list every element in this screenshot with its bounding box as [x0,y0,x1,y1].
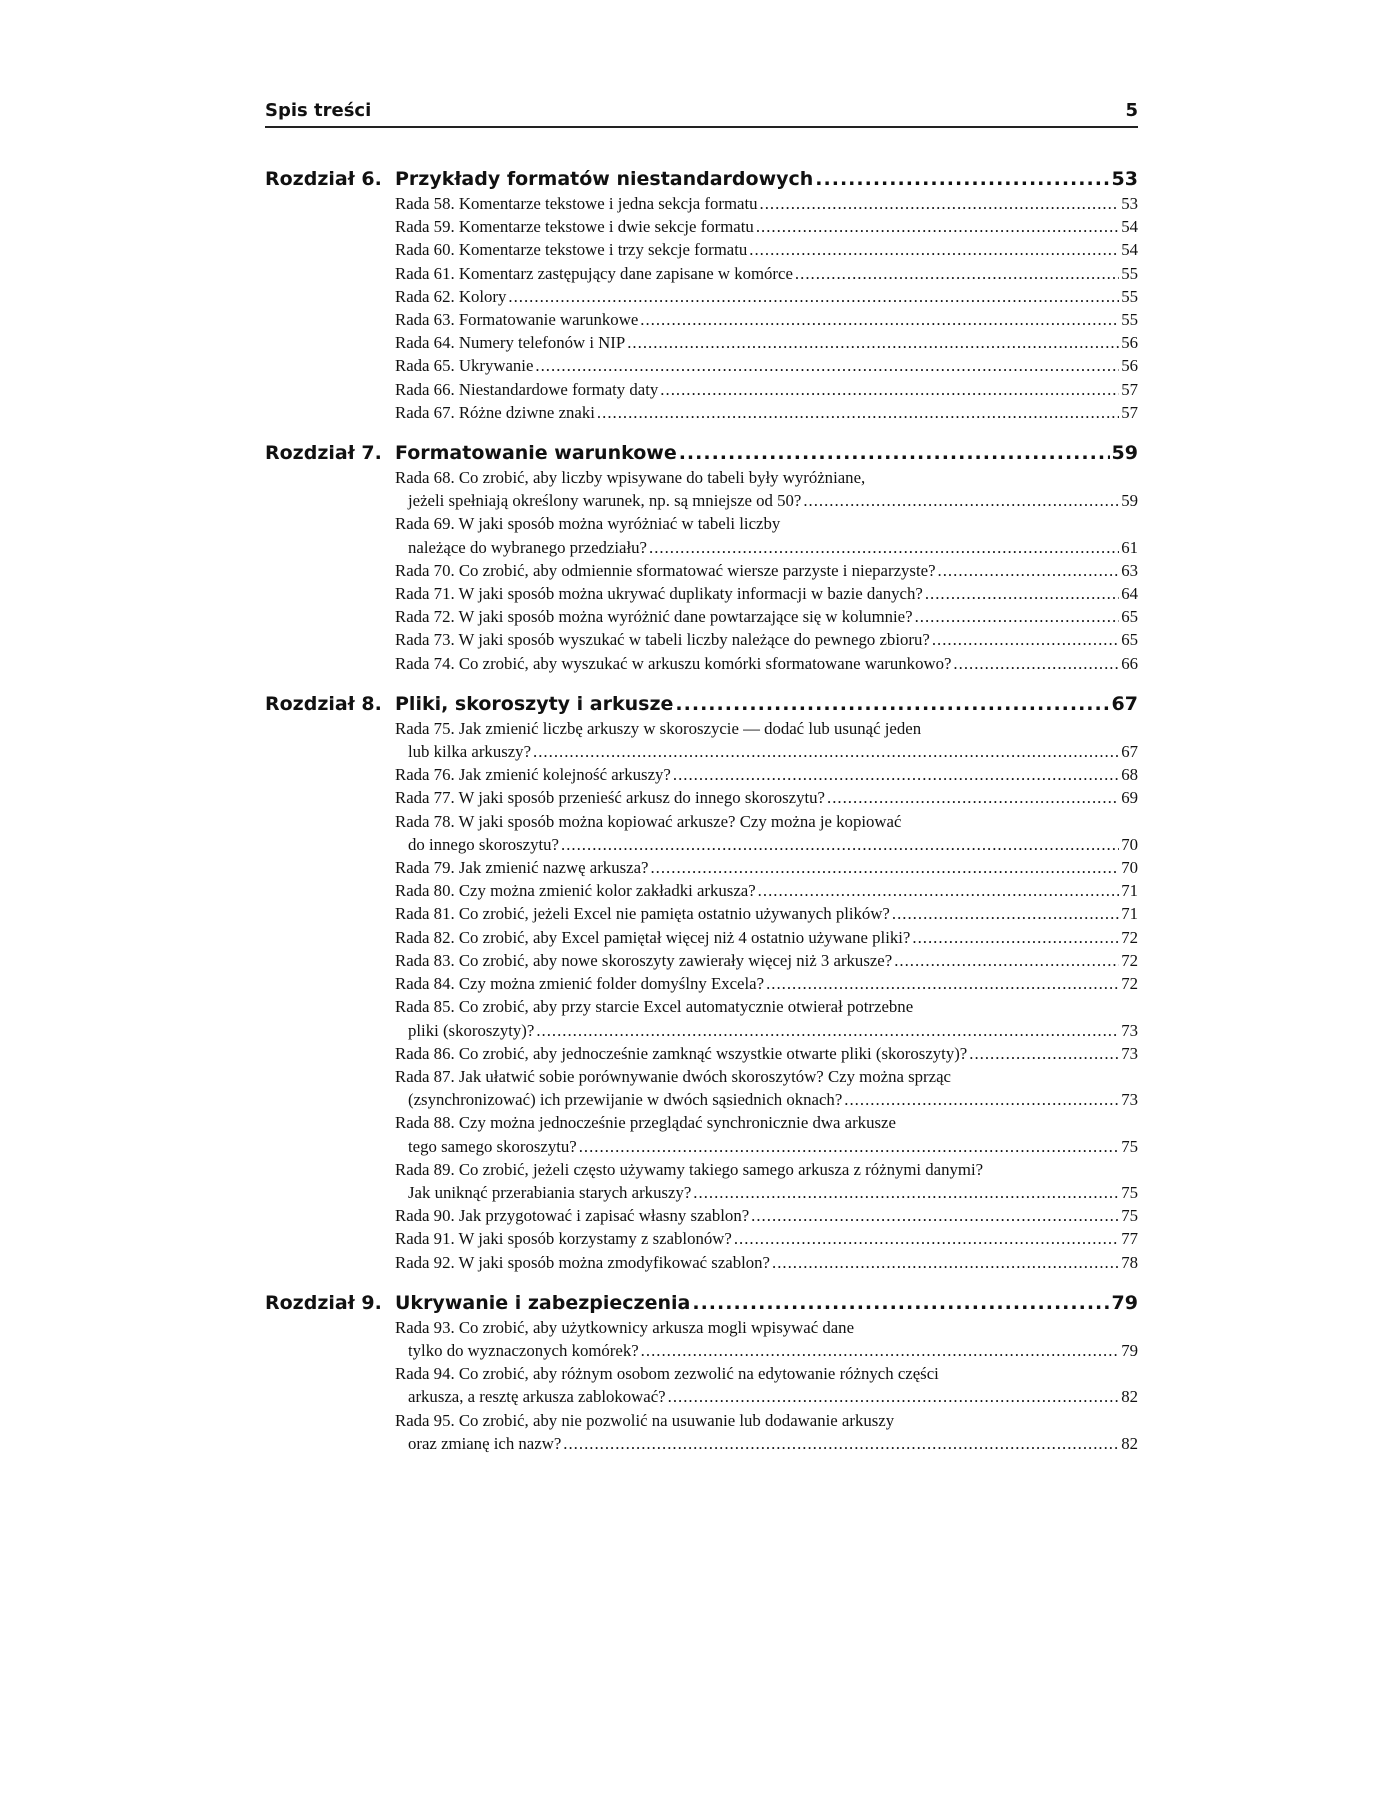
header-page-number: 5 [1125,100,1138,121]
chapter-section [265,166,1138,424]
chapter-title: Przykłady formatów niestandardowych [395,168,814,190]
toc-entry-page-number: 59 [1121,491,1138,511]
toc-entry-text: Rada 91. W jaki sposób korzystamy z szablonów? [395,1229,732,1249]
running-header [265,98,1138,128]
toc-entry[interactable] [395,401,1138,424]
toc-entry-line [395,1409,1138,1432]
toc-entry-text: (zsynchronizować) ich przewijanie w dwóch sąsiednich oknach? [408,1090,843,1110]
toc-entry-last-line [395,1227,1138,1250]
toc-entry-page-number: 72 [1121,974,1138,994]
dot-leader [892,902,1119,925]
dot-leader [649,536,1119,559]
toc-entry-page-number: 70 [1121,858,1138,878]
toc-entry[interactable] [395,1065,1138,1111]
toc-entry-page-number: 73 [1121,1020,1138,1040]
toc-entry-text: Rada 65. Ukrywanie [395,356,534,376]
toc-entry[interactable] [395,810,1138,856]
toc-entry[interactable] [395,1362,1138,1408]
toc-entry[interactable] [395,1158,1138,1204]
toc-entry[interactable] [395,879,1138,902]
dot-leader [815,166,1109,192]
chapter-section [265,1290,1138,1455]
toc-entry-last-line [395,1019,1138,1042]
toc-entry-text: Rada 76. Jak zmienić kolejność arkuszy? [395,765,671,785]
toc-entry-text: Rada 60. Komentarze tekstowe i trzy sekcje formatu [395,240,748,260]
dot-leader [915,605,1120,628]
dot-leader [827,786,1119,809]
chapter-title-row[interactable] [395,166,1138,192]
toc-entry[interactable] [395,949,1138,972]
toc-entry-line [395,810,1138,833]
toc-entry-text: Jak uniknąć przerabiania starych arkuszy? [408,1182,692,1202]
dot-leader [772,1251,1119,1274]
toc-entry[interactable] [395,559,1138,582]
dot-leader [749,238,1119,261]
dot-leader [692,1290,1109,1316]
chapter-title-row[interactable] [395,691,1138,717]
toc-entry-page-number: 66 [1121,653,1138,673]
toc-entry-page-number: 78 [1121,1252,1138,1272]
toc-entry-page-number: 72 [1121,950,1138,970]
chapter-label: Rozdział 9. [265,1291,382,1314]
dot-leader [533,740,1119,763]
toc-entry-page-number: 68 [1121,765,1138,785]
toc-entry[interactable] [395,995,1138,1041]
toc-entry[interactable] [395,1204,1138,1227]
chapter-label: Rozdział 6. [265,168,382,190]
toc-entry-last-line [395,652,1138,675]
toc-entry-text: Rada 69. W jaki sposób można wyróżniać w tabeli liczby [395,514,781,534]
toc-entry-text: jeżeli spełniają określony warunek, np. są mniejsze od 50? [408,491,802,511]
toc-entry-page-number: 61 [1121,537,1138,557]
toc-entry[interactable] [395,856,1138,879]
entry-list [395,1316,1138,1455]
toc-entry-text: Rada 81. Co zrobić, jeżeli Excel nie pamięta ostatnio używanych plików? [395,904,890,924]
toc-entry-page-number: 72 [1121,927,1138,947]
toc-entry-last-line [395,536,1138,559]
toc-entry-text: Rada 72. W jaki sposób można wyróżnić dane powtarzające się w kolumnie? [395,607,913,627]
toc-entry-line [395,1316,1138,1339]
toc-entry-page-number: 69 [1121,788,1138,808]
toc-entry-line [395,995,1138,1018]
toc-entry-last-line [395,1088,1138,1111]
toc-entry-text: Rada 75. Jak zmienić liczbę arkuszy w skoroszycie — dodać lub usunąć jeden [395,718,922,738]
toc-entry-last-line [395,285,1138,308]
toc-entry[interactable] [395,717,1138,763]
toc-entry[interactable] [395,308,1138,331]
entry-list [395,717,1138,1274]
dot-leader [795,262,1119,285]
toc-entry-last-line [395,1251,1138,1274]
toc-entry-last-line [395,949,1138,972]
toc-entry-page-number: 54 [1121,240,1138,260]
toc-entry-page-number: 79 [1121,1340,1138,1360]
toc-entry[interactable] [395,378,1138,401]
toc-entry[interactable] [395,902,1138,925]
dot-leader [760,192,1120,215]
toc-entry-text: Rada 78. W jaki sposób można kopiować arkusze? Czy można je kopiować [395,811,902,831]
toc-entry-text: Rada 94. Co zrobić, aby różnym osobom zezwolić na edytowanie różnych części [395,1364,939,1384]
toc-entry-page-number: 57 [1121,379,1138,399]
toc-entry-last-line [395,215,1138,238]
toc-entry-page-number: 65 [1121,607,1138,627]
toc-entry-last-line [395,1042,1138,1065]
dot-leader [650,856,1119,879]
toc-entry-last-line [395,262,1138,285]
toc-entry-text: tylko do wyznaczonych komórek? [408,1340,639,1360]
toc-entry-last-line [395,582,1138,605]
toc-entry-last-line [395,378,1138,401]
toc-entry-text: do innego skoroszytu? [408,834,560,854]
dot-leader [766,972,1119,995]
chapter-title: Ukrywanie i zabezpieczenia [395,1291,691,1314]
toc-entry-page-number: 55 [1121,286,1138,306]
toc-entry[interactable] [395,1111,1138,1157]
toc-entry-text: Rada 61. Komentarz zastępujący dane zapisane w komórce [395,263,793,283]
toc-entry-page-number: 67 [1121,742,1138,762]
toc-entry-text: tego samego skoroszytu? [408,1136,577,1156]
dot-leader [641,1339,1120,1362]
toc-entry-page-number: 71 [1121,881,1138,901]
toc-entry-page-number: 70 [1121,834,1138,854]
chapter-page-number: 59 [1111,442,1138,465]
toc-entry-last-line [395,926,1138,949]
toc-entry-text: Rada 82. Co zrobić, aby Excel pamiętał więcej niż 4 ostatnio używane pliki? [395,927,911,947]
dot-leader [627,331,1119,354]
toc-entry-text: Rada 64. Numery telefonów i NIP [395,333,626,353]
toc-entry-text: Rada 86. Co zrobić, aby jednocześnie zamknąć wszystkie otwarte pliki (skoroszyty)? [395,1043,968,1063]
chapter-page-number: 53 [1111,168,1138,190]
table-of-contents [265,166,1138,1471]
toc-entry-page-number: 75 [1121,1206,1138,1226]
toc-entry-page-number: 75 [1121,1182,1138,1202]
toc-entry-text: arkusza, a resztę arkusza zablokować? [408,1387,666,1407]
toc-entry-page-number: 71 [1121,904,1138,924]
toc-entry-page-number: 56 [1121,333,1138,353]
toc-entry-text: Rada 79. Jak zmienić nazwę arkusza? [395,858,649,878]
dot-leader [561,833,1119,856]
toc-entry-page-number: 55 [1121,263,1138,283]
toc-entry[interactable] [395,331,1138,354]
chapter-title-row[interactable] [395,440,1138,466]
toc-entry-last-line [395,1432,1138,1455]
dot-leader [938,559,1120,582]
toc-entry-text: Rada 63. Formatowanie warunkowe [395,310,639,330]
toc-entry-text: Rada 77. W jaki sposób przenieść arkusz do innego skoroszytu? [395,788,826,808]
dot-leader [535,354,1119,377]
toc-entry-page-number: 64 [1121,584,1138,604]
chapter-page-number: 79 [1111,1291,1138,1314]
toc-entry-text: Rada 71. W jaki sposób można ukrywać duplikaty informacji w bazie danych? [395,584,923,604]
toc-entry-text: pliki (skoroszyty)? [408,1020,535,1040]
dot-leader [679,440,1110,466]
toc-entry-line [395,1362,1138,1385]
toc-entry-last-line [395,833,1138,856]
toc-entry-page-number: 54 [1121,217,1138,237]
dot-leader [756,215,1119,238]
dot-leader [751,1204,1119,1227]
toc-entry-last-line [395,972,1138,995]
toc-entry[interactable] [395,215,1138,238]
toc-entry-text: lub kilka arkuszy? [408,742,532,762]
toc-entry-line [395,512,1138,535]
dot-leader [693,1181,1119,1204]
toc-entry-text: Rada 92. W jaki sposób można zmodyfikować szablon? [395,1252,771,1272]
toc-entry-text: Rada 93. Co zrobić, aby użytkownicy arkusza mogli wpisywać dane [395,1317,855,1337]
dot-leader [734,1227,1119,1250]
toc-entry-text: Rada 85. Co zrobić, aby przy starcie Excel automatycznie otwierał potrzebne [395,997,914,1017]
toc-entry[interactable] [395,605,1138,628]
toc-entry[interactable] [395,1251,1138,1274]
chapter-page-number: 67 [1111,692,1138,715]
dot-leader [758,879,1120,902]
dot-leader [932,628,1119,651]
toc-entry-text: Rada 58. Komentarze tekstowe i jedna sekcja formatu [395,194,758,213]
toc-entry[interactable] [395,652,1138,675]
dot-leader [673,763,1119,786]
toc-entry-text: Rada 73. W jaki sposób wyszukać w tabeli liczby należące do pewnego zbioru? [395,630,930,650]
toc-entry[interactable] [395,1409,1138,1455]
toc-entry[interactable] [395,1227,1138,1250]
dot-leader [563,1432,1119,1455]
chapter-title: Formatowanie warunkowe [395,442,677,465]
toc-entry-last-line [395,1181,1138,1204]
chapter-label: Rozdział 7. [265,442,382,465]
toc-entry-last-line [395,192,1138,215]
chapter-title-row[interactable] [395,1290,1138,1316]
dot-leader [803,489,1119,512]
toc-entry-text: oraz zmianę ich nazw? [408,1433,562,1453]
toc-entry-line [395,717,1138,740]
toc-entry-text: Rada 90. Jak przygotować i zapisać własny szablon? [395,1206,750,1226]
toc-entry[interactable] [395,972,1138,995]
toc-entry-line [395,1065,1138,1088]
toc-entry-text: Rada 66. Niestandardowe formaty daty [395,379,659,399]
toc-entry-page-number: 77 [1121,1229,1138,1249]
toc-entry[interactable] [395,1042,1138,1065]
dot-leader [508,285,1119,308]
toc-entry-last-line [395,740,1138,763]
toc-entry-last-line [395,354,1138,377]
dot-leader [597,401,1119,424]
toc-entry-text: Rada 62. Kolory [395,286,507,306]
chapter-title: Pliki, skoroszyty i arkusze [395,692,674,715]
toc-entry-last-line [395,786,1138,809]
chapter-section [265,691,1138,1274]
toc-entry[interactable] [395,262,1138,285]
toc-entry-line [395,466,1138,489]
toc-entry-text: Rada 95. Co zrobić, aby nie pozwolić na usuwanie lub dodawanie arkuszy [395,1410,895,1430]
chapter-label: Rozdział 8. [265,692,382,715]
toc-entry[interactable] [395,582,1138,605]
toc-entry-page-number: 73 [1121,1043,1138,1063]
toc-entry[interactable] [395,285,1138,308]
toc-entry-last-line [395,308,1138,331]
dot-leader [925,582,1119,605]
toc-entry[interactable] [395,192,1138,215]
toc-entry-page-number: 53 [1121,194,1138,213]
entry-list [395,192,1138,424]
toc-entry-last-line [395,763,1138,786]
toc-entry-text: Rada 88. Czy można jednocześnie przeglądać synchronicznie dwa arkusze [395,1113,896,1133]
toc-entry-last-line [395,1385,1138,1408]
toc-entry-last-line [395,902,1138,925]
toc-entry-page-number: 75 [1121,1136,1138,1156]
dot-leader [894,949,1119,972]
toc-entry-text: Rada 89. Co zrobić, jeżeli często używamy takiego samego arkusza z różnymi danymi? [395,1159,984,1179]
toc-entry[interactable] [395,763,1138,786]
toc-entry-text: Rada 59. Komentarze tekstowe i dwie sekcje formatu [395,217,754,237]
toc-entry-page-number: 82 [1121,1387,1138,1407]
dot-leader [969,1042,1119,1065]
toc-entry-page-number: 82 [1121,1433,1138,1453]
toc-entry-page-number: 65 [1121,630,1138,650]
toc-entry[interactable] [395,786,1138,809]
header-title: Spis treści [265,100,372,121]
toc-entry-text: Rada 68. Co zrobić, aby liczby wpisywane do tabeli były wyróżniane, [395,468,866,488]
toc-entry-last-line [395,628,1138,651]
toc-entry-last-line [395,605,1138,628]
dot-leader [640,308,1119,331]
chapter-section [265,440,1138,675]
toc-entry-text: należące do wybranego przedziału? [408,537,647,557]
toc-entry[interactable] [395,354,1138,377]
toc-entry[interactable] [395,512,1138,558]
toc-entry-text: Rada 74. Co zrobić, aby wyszukać w arkuszu komórki sformatowane warunkowo? [395,653,952,673]
toc-entry-text: Rada 67. Różne dziwne znaki [395,402,595,422]
toc-entry-line [395,1111,1138,1134]
dot-leader [953,652,1119,675]
toc-entry-last-line [395,856,1138,879]
toc-entry-page-number: 56 [1121,356,1138,376]
entry-list [395,466,1138,675]
toc-entry-last-line [395,1135,1138,1158]
dot-leader [844,1088,1119,1111]
toc-entry-last-line [395,331,1138,354]
toc-entry-last-line [395,879,1138,902]
toc-entry-page-number: 73 [1121,1090,1138,1110]
toc-entry[interactable] [395,926,1138,949]
toc-entry-last-line [395,401,1138,424]
toc-entry-last-line [395,238,1138,261]
dot-leader [579,1135,1120,1158]
toc-entry-text: Rada 80. Czy można zmienić kolor zakładki arkusza? [395,881,756,901]
toc-entry-page-number: 55 [1121,310,1138,330]
toc-entry-text: Rada 84. Czy można zmienić folder domyślny Excela? [395,974,765,994]
toc-entry-page-number: 57 [1121,402,1138,422]
dot-leader [660,378,1119,401]
toc-entry-text: Rada 87. Jak ułatwić sobie porównywanie dwóch skoroszytów? Czy można sprząc [395,1066,951,1086]
toc-entry[interactable] [395,466,1138,512]
toc-entry[interactable] [395,628,1138,651]
toc-entry-page-number: 63 [1121,560,1138,580]
toc-entry[interactable] [395,238,1138,261]
toc-entry-text: Rada 70. Co zrobić, aby odmiennie sformatować wiersze parzyste i nieparzyste? [395,560,936,580]
toc-entry-last-line [395,489,1138,512]
dot-leader [675,691,1109,717]
toc-entry-last-line [395,1339,1138,1362]
toc-entry-last-line [395,1204,1138,1227]
toc-entry-last-line [395,559,1138,582]
dot-leader [536,1019,1119,1042]
dot-leader [668,1385,1120,1408]
toc-entry-text: Rada 83. Co zrobić, aby nowe skoroszyty zawierały więcej niż 3 arkusze? [395,950,893,970]
dot-leader [912,926,1119,949]
toc-entry[interactable] [395,1316,1138,1362]
toc-entry-line [395,1158,1138,1181]
